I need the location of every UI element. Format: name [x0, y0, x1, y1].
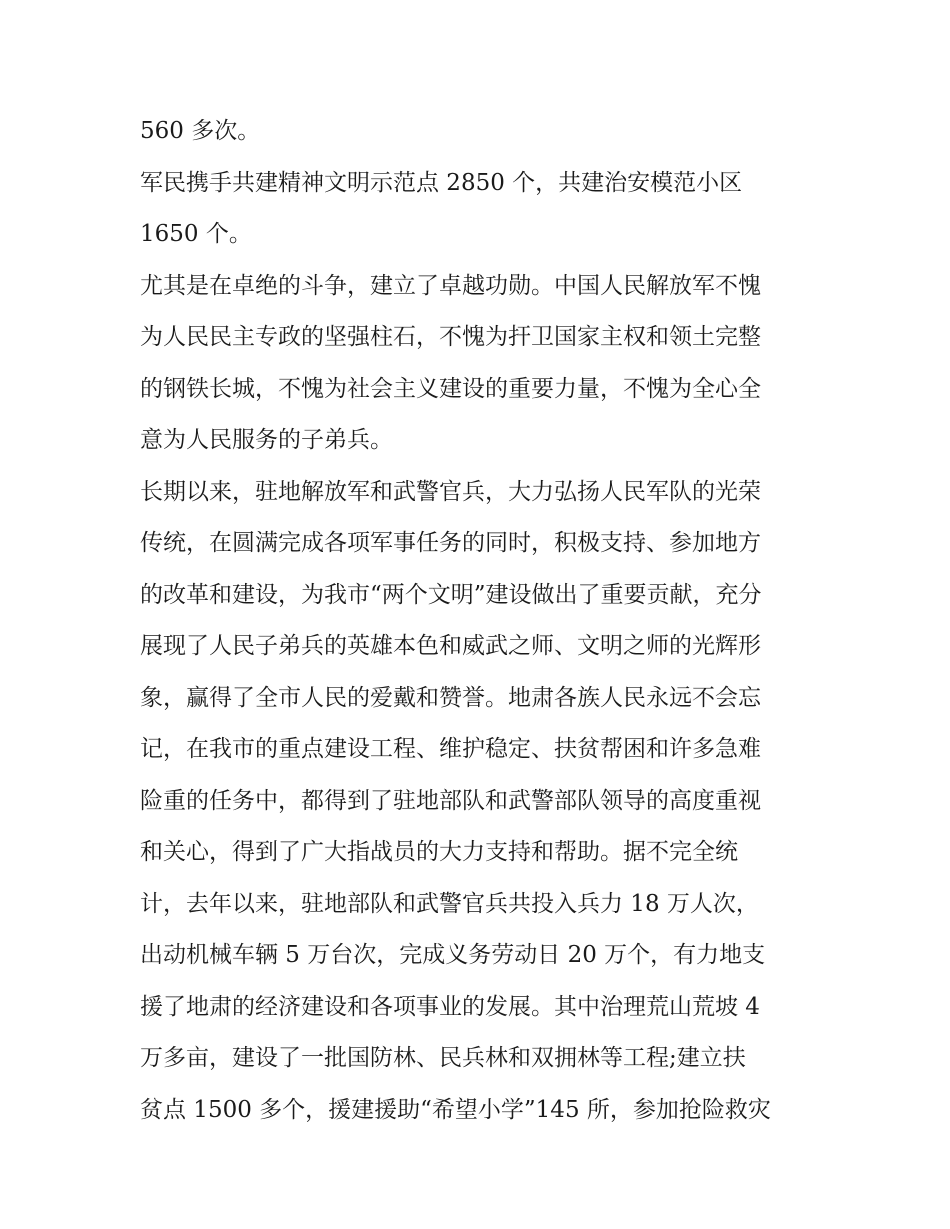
text-line: 1650 个。 [140, 221, 252, 247]
text-line: 传统，在圆满完成各项军事任务的同时，积极支持、参加地方 [140, 530, 761, 556]
text-line: 560 多次。 [140, 118, 261, 144]
text-line: 和关心，得到了广大指战员的大力支持和帮助。据不完全统 [140, 839, 738, 865]
text-line: 出动机械车辆 5 万台次，完成义务劳动日 20 万个，有力地支 [140, 942, 766, 968]
text-line: 贫点 1500 多个，援建援助“希望小学”145 所，参加抢险救灾 [140, 1096, 771, 1123]
text-line: 记，在我市的重点建设工程、维护稳定、扶贫帮困和许多急难 [140, 736, 761, 762]
text-line: 的钢铁长城，不愧为社会主义建设的重要力量，不愧为全心全 [140, 375, 761, 402]
text-line: 计，去年以来，驻地部队和武警官兵共投入兵力 18 万人次， [140, 890, 759, 917]
text-line: 象，赢得了全市人民的爱戴和赞誉。地肃各族人民永远不会忘 [140, 684, 761, 711]
text-line: 军民携手共建精神文明示范点 2850 个，共建治安模范小区 [140, 169, 743, 196]
text-line: 的改革和建设，为我市“两个文明”建设做出了重要贡献，充分 [140, 581, 762, 608]
text-line: 意为人民服务的子弟兵。 [140, 427, 393, 453]
text-line: 为人民民主专政的坚强柱石，不愧为扞卫国家主权和领土完整 [140, 324, 761, 350]
text-line: 援了地肃的经济建设和各项事业的发展。其中治理荒山荒坡 4 [140, 993, 760, 1020]
text-line: 险重的任务中，都得到了驻地部队和武警部队领导的高度重视 [140, 787, 761, 814]
text-line: 万多亩，建设了一批国防林、民兵林和双拥林等工程;建立扶 [140, 1045, 746, 1071]
text-line: 尤其是在卓绝的斗争，建立了卓越功勋。中国人民解放军不愧 [140, 272, 761, 299]
text-line: 长期以来，驻地解放军和武警官兵，大力弘扬人民军队的光荣 [140, 478, 761, 505]
document-body [140, 106, 820, 1136]
text-line: 展现了人民子弟兵的英雄本色和威武之师、文明之师的光辉形 [140, 633, 761, 659]
